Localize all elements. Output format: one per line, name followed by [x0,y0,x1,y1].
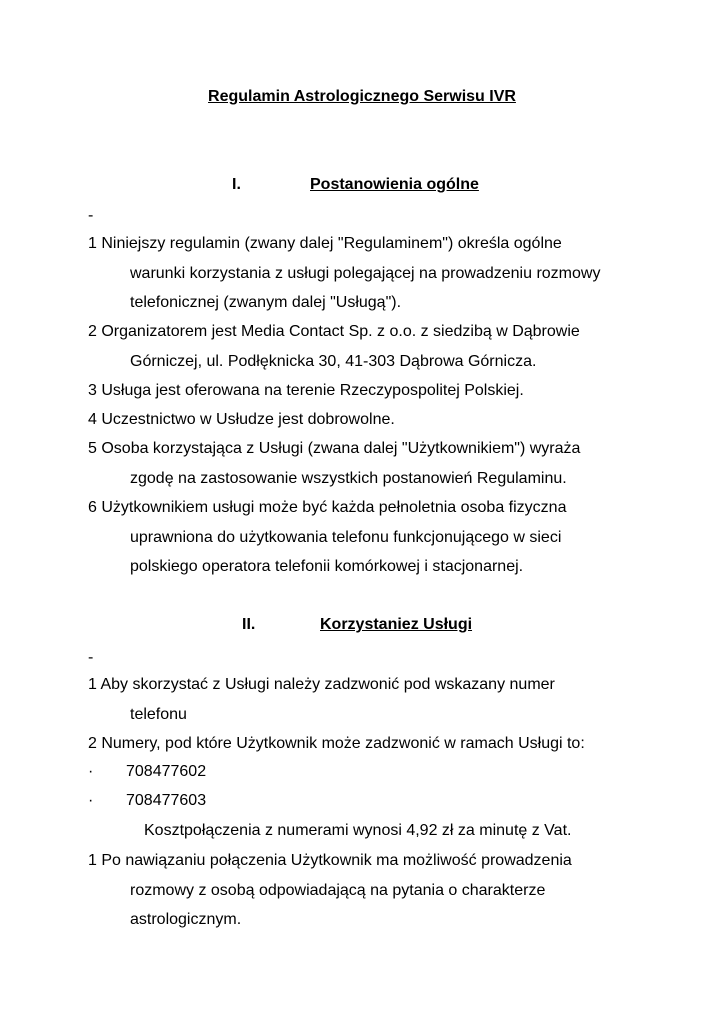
section-title: Korzystaniez Usługi [320,616,473,633]
paragraph-line: 4 Uczestnictwo w Usłudze jest dobrowolne. [88,411,395,428]
paragraph-line: warunki korzystania z usługi polegającej na prowadzeniu rozmowy [130,264,601,282]
paragraph-line: telefonicznej (zwanym dalej "Usługą"). [130,294,402,311]
paragraph-line: 5 Osoba korzystająca z Usługi (zwana dalej "Użytkownikiem") wyraża [88,440,581,457]
paragraph-2-1 [88,670,648,729]
section-number: II. [242,616,256,633]
section-title: Postanowienia ogólne [310,176,479,193]
paragraph-1-4 [88,405,648,435]
paragraph-line: 2 Numery, pod które Użytkownik może zadzwonić w ramach Usługi to: [88,735,585,752]
paragraph-2-2 [88,729,648,759]
paragraph-line: zgodę na zastosowanie wszystkich postanowień Regulaminu. [130,469,567,487]
paragraph-line: 1 Po nawiązaniu połączenia Użytkownik ma możliwość prowadzenia [88,852,572,869]
paragraph-1-6 [88,493,648,582]
cost-note: Kosztpołączenia z numerami wynosi 4,92 zł za minutę z Vat. [144,822,572,839]
paragraph-1-3 [88,376,648,406]
paragraph-line: Górniczej, ul. Podłęknicka 30, 41-303 Dąbrowa Górnicza. [130,352,537,370]
paragraph-line: astrologicznym. [130,911,242,928]
paragraph-line: rozmowy z osobą odpowiadającą na pytania o charakterze [130,881,546,899]
paragraph-2-3 [88,846,648,935]
section-dash: - [88,649,94,666]
paragraph-line: 2 Organizatorem jest Media Contact Sp. z o.o. z siedzibą w Dąbrowie [88,323,580,340]
paragraph-line: polskiego operatora telefonii komórkowej i stacjonarnej. [130,558,524,575]
phone-number: 708477603 [126,792,207,809]
phone-number: 708477602 [126,763,207,780]
document-title: Regulamin Astrologicznego Serwisu IVR [208,88,516,105]
section-number: I. [232,176,241,193]
paragraph-1-2 [88,317,648,376]
paragraph-line: uprawniona do użytkowania telefonu funkcjonującego w sieci [130,528,562,546]
section-heading-2 [0,616,724,638]
section-dash: - [88,207,94,224]
section-heading-1 [0,176,724,198]
paragraph-1-5 [88,434,648,493]
paragraph-1-1 [88,229,648,318]
paragraph-line: telefonu [130,705,187,723]
bullet-icon: · [88,763,94,780]
paragraph-line: 3 Usługa jest oferowana na terenie Rzeczypospolitej Polskiej. [88,382,524,399]
paragraph-line: 6 Użytkownikiem usługi może być każda pełnoletnia osoba fizyczna [88,499,567,516]
paragraph-line: 1 Niniejszy regulamin (zwany dalej "Regulaminem") określa ogólne [88,235,562,252]
bullet-icon: · [88,792,94,809]
paragraph-line: 1 Aby skorzystać z Usługi należy zadzwonić pod wskazany numer [88,676,555,693]
